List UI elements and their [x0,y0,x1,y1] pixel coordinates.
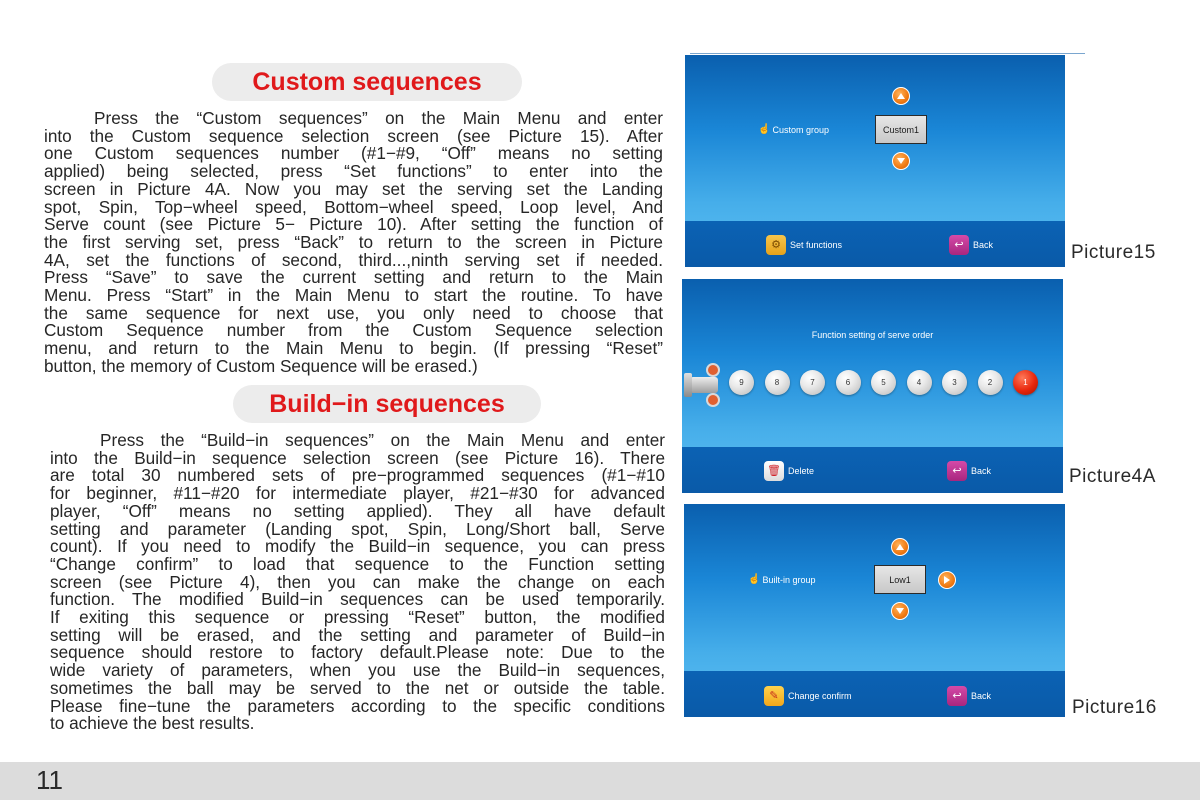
custom-group-text: Custom group [772,124,829,135]
text-line: one Custom sequences number (#1−#9, “Off” means no setting [44,143,663,164]
picture4a-screen [682,279,1063,493]
text-line: function. The modified Build−in sequences can be used temporarily. [50,589,665,610]
serve-order-balls [729,370,1049,396]
up-arrow-button[interactable] [892,87,910,105]
custom-sequences-heading: Custom sequences [212,63,522,101]
text-line: button, the memory of Custom Sequence will be erased.) [44,355,478,376]
serve-ball-9[interactable]: 9 [729,370,754,395]
text-line: 4A, set the functions of second, third...,ninth serving set if needed. [44,249,663,270]
custom-value-box[interactable]: Custom1 [875,115,927,144]
builtin-group-label [748,574,815,585]
right-arrow-icon [942,575,952,585]
set-functions-button[interactable] [766,235,842,255]
gear-icon: ⚙ [766,235,786,255]
text-line: applied) being selected, press “Set functions” to enter into the [44,161,663,182]
text-line: are total 30 numbered sets of pre−programmed sequences (#1−#10 [50,465,665,486]
down-arrow-icon [896,156,906,166]
text-line: spot, Spin, Top−wheel speed, Bottom−wheel speed, Loop level, And [44,196,663,217]
delete-button[interactable] [764,461,814,481]
right-arrow-button[interactable] [938,571,956,589]
back-arrow-icon: ↩ [947,461,967,481]
text-line: Press “Save” to save the current setting and return to the Main [44,267,663,288]
pointer-hand-icon: ☝ [748,574,761,585]
text-line: Please fine−tune the parameters according to the specific conditions [50,695,665,716]
text-line: Custom Sequence number from the Custom Sequence selection [44,320,663,341]
function-setting-title: Function setting of serve order [811,330,934,340]
delete-label: Delete [788,466,815,476]
picture4a-caption: Picture4A [1069,466,1156,487]
serve-ball-6[interactable]: 6 [836,370,861,395]
page-number: 11 [36,765,63,795]
down-arrow-button[interactable] [892,152,910,170]
text-line: sequence should restore to factory default.Please note: Due to the [50,642,665,663]
back-arrow-icon: ↩ [949,235,969,255]
back-arrow-icon: ↩ [947,686,967,706]
picture15-bottom-bar [685,221,1065,267]
text-line: Serve count (see Picture 5− Picture 10). After setting the function of [44,214,663,235]
text-line: screen (see Picture 4), then you can make the change on each [50,571,665,592]
edit-pencil-icon: ✎ [764,686,784,706]
serve-ball-5[interactable]: 5 [871,370,896,395]
text-line: into the Build−in sequence selection screen (see Picture 16). There [50,447,665,468]
custom-group-label [758,124,829,135]
serve-ball-7[interactable]: 7 [800,370,825,395]
text-line: “Change confirm” to load that sequence to the Function setting [50,553,665,574]
change-confirm-button[interactable] [764,686,852,706]
text-line: the first serving set, press “Back” to return to the screen in Picture [44,231,663,252]
picture16-caption: Picture16 [1072,697,1157,718]
text-line: to achieve the best results. [50,713,255,734]
text-line: wide variety of parameters, when you use the Build−in sequences, [50,660,665,681]
picture16-screen [684,504,1065,717]
back-label: Back [971,691,992,701]
text-line: setting will be erased, and the setting and parameter of Build−in [50,624,665,645]
text-line: Menu. Press “Start” in the Main Menu to start the routine. To have [44,285,663,306]
page-footer [0,762,1200,800]
down-arrow-icon [895,606,905,616]
serve-ball-4[interactable]: 4 [907,370,932,395]
back-button[interactable] [947,686,991,706]
serve-ball-3[interactable]: 3 [942,370,967,395]
up-arrow-button[interactable] [891,538,909,556]
picture15-caption: Picture15 [1071,242,1156,263]
back-label: Back [971,466,992,476]
text-line: setting and parameter (Landing spot, Spin, Long/Short ball, Serve [50,518,665,539]
set-functions-label: Set functions [790,240,843,250]
serve-ball-2[interactable]: 2 [978,370,1003,395]
back-label: Back [973,240,994,250]
serve-ball-1[interactable]: 1 [1013,370,1038,395]
serve-robot-handle-icon [684,363,728,407]
text-line: into the Custom sequence selection screen (see Picture 15). After [44,125,663,146]
text-line: If exiting this sequence or pressing “Reset” button, the modified [50,607,665,628]
text-line: Press the “Build−in sequences” on the Main Menu and enter [100,430,665,450]
text-line: Press the “Custom sequences” on the Main Menu and enter [94,108,663,128]
up-arrow-icon [895,542,905,552]
builtin-group-text: Built-in group [762,574,816,585]
trash-icon: 🗑 [764,461,784,481]
buildin-sequences-heading: Build−in sequences [233,385,541,423]
text-line: the same sequence for next use, you only need to choose that [44,302,663,323]
custom-sequences-text [44,110,663,376]
builtin-value-box[interactable]: Low1 [874,565,926,594]
up-arrow-icon [896,91,906,101]
pointer-hand-icon: ☝ [758,124,771,135]
down-arrow-button[interactable] [891,602,909,620]
text-line: screen in Picture 4A. Now you may set the serving set the Landing [44,178,663,199]
picture4a-bottom-bar [682,447,1063,493]
text-line: count). If you need to modify the Build−in sequence, you can press [50,536,665,557]
top-rule [690,53,1085,54]
text-line: for beginner, #11−#20 for intermediate player, #21−#30 for advanced [50,483,665,504]
buildin-sequences-text [50,432,665,733]
serve-ball-8[interactable]: 8 [765,370,790,395]
back-button[interactable] [949,235,993,255]
text-line: sometimes the ball may be served to the net or outside the table. [50,677,665,698]
text-line: menu, and return to the Main Menu to begin. (If pressing “Reset” [44,338,663,359]
back-button[interactable] [947,461,991,481]
text-line: player, “Off” means no setting applied). They all have default [50,500,665,521]
picture16-bottom-bar [684,671,1065,717]
picture15-screen [685,55,1065,267]
change-confirm-label: Change confirm [788,691,852,701]
